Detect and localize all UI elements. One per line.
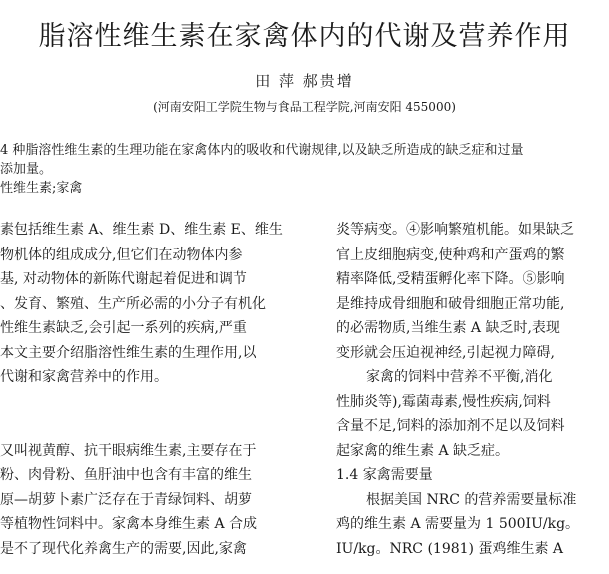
body-line: 粉、肉骨粉、鱼肝油中也含有丰富的维生 <box>0 467 252 483</box>
paper-title: 脂溶性维生素在家禽体内的代谢及营养作用 <box>38 21 571 52</box>
body-line: 基, 对动物体的新陈代谢起着促进和调节 <box>0 271 247 287</box>
body-line: 又叫视黄醇、抗干眼病维生素,主要存在于 <box>0 442 257 459</box>
body-line: 是维持成骨细胞和破骨细胞正常功能, <box>336 295 565 312</box>
abstract <box>0 141 524 179</box>
abstract-line: 添加量。 <box>0 162 53 177</box>
author-affiliation: (河南安阳工学院生物与食品工程学院,河南安阳 455000) <box>153 100 456 114</box>
body-line: 炎等病变。④影响繁殖机能。如果缺乏 <box>336 222 574 238</box>
body-line: 性肺炎等),霉菌毒素,慢性疾病,饲料 <box>336 393 551 410</box>
body-line: 、发育、繁殖、生产所必需的小分子有机化 <box>0 295 266 312</box>
body-line: 性维生素缺乏,会引起一系列的疾病,严重 <box>0 320 247 336</box>
body-line: 家禽的饲料中营养不平衡,消化 <box>366 369 553 385</box>
body-line: 变形就会压迫视神经,引起视力障碍, <box>336 344 555 361</box>
body-line: 的必需物质,当维生素 A 缺乏时,表现 <box>336 320 560 336</box>
body-line: 精率降低,受精蛋孵化率下降。⑤影响 <box>336 271 565 287</box>
body-line: 代谢和家禽营养中的作用。 <box>0 369 168 385</box>
section-gap <box>0 390 306 439</box>
body-line: 原—胡萝卜素广泛存在于青绿饲料、胡萝 <box>0 491 252 508</box>
body-line: 起家禽的维生素 A 缺乏症。 <box>336 442 510 459</box>
body-line: 鸡的维生素 A 需要量为 1 500IU/kg。 <box>336 516 580 532</box>
body-line: 等植物性饲料中。家禽本身维生素 A 合成 <box>0 516 258 532</box>
abstract-line: 4 种脂溶性维生素的生理功能在家禽体内的吸收和代谢规律,以及缺乏所造成的缺乏症和过量 <box>0 143 524 158</box>
body-line: 素包括维生素 A、维生素 D、维生素 E、维生 <box>0 222 283 238</box>
body-line: 根据美国 NRC 的营养需要量标准 <box>366 491 577 508</box>
body-line: 物机体的组成成分,但它们在动物体内参 <box>0 246 243 263</box>
body-line: IU/kg。NRC (1981) 蛋鸡维生素 A <box>336 540 564 557</box>
keywords: 性维生素;家禽 <box>0 181 83 196</box>
body-line: 官上皮细胞病变,使种鸡和产蛋鸡的繁 <box>336 246 565 263</box>
section-heading: 1.4 家禽需要量 <box>336 467 433 483</box>
body-line: 本文主要介绍脂溶性维生素的生理作用,以 <box>0 344 257 361</box>
right-column <box>336 218 609 561</box>
left-column <box>0 218 306 561</box>
paper-authors: 田 萍 郝贵增 <box>255 72 354 90</box>
body-line: 是不了现代化养禽生产的需要,因此,家禽 <box>0 540 247 557</box>
body-line: 含量不足,饲料的添加剂不足以及饲料 <box>336 418 565 434</box>
